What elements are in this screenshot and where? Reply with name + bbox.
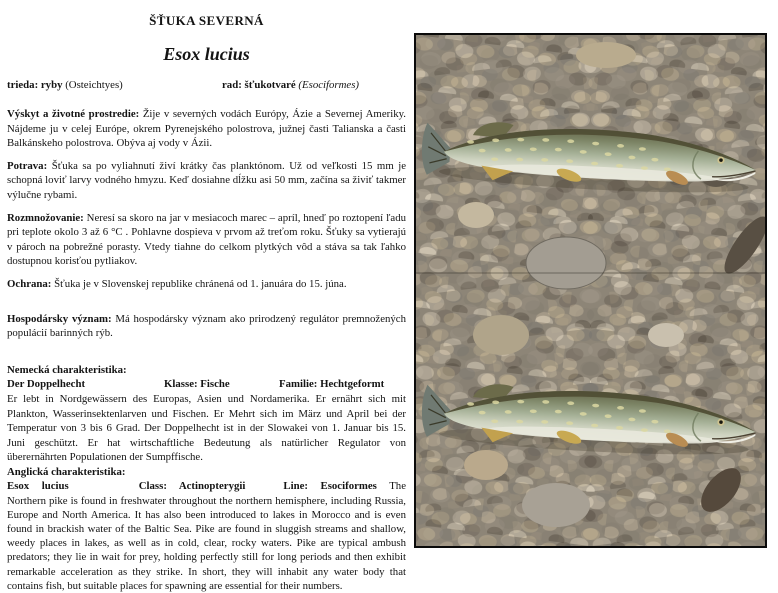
german-name: Der Doppelhecht — [7, 378, 86, 391]
class-value: ryby — [40, 79, 63, 91]
column-gap — [245, 488, 283, 489]
taxonomy-class — [7, 79, 123, 91]
taxonomy-order — [222, 78, 359, 93]
english-section-heading: Anglická charakteristika: — [7, 465, 126, 478]
english-text: The Northern pike is found in freshwater throughout the northern hemisphere, including Russia, Europe and North America. It has also been introduced to lakes in Morocco and is even found in brackish water of the Baltic Sea. Pike are found in sluggish streams and shallow, weedy places in lakes, as well as in cold, clear, rocky waters. Pike are typical ambush predators; they lie in wait for prey, holding perfectly still for long periods and then exhibit remarkable acceleration as they strike. In short, they will inhabit any water body that contains fish, but suitable places for spawning are essential for their numbers. — [7, 480, 406, 592]
pike-photo — [414, 33, 767, 548]
diet-label: Potrava: — [7, 159, 48, 172]
text-column — [7, 0, 406, 593]
german-klasse: Klasse: Fische — [164, 378, 230, 391]
order-label: rad: — [222, 79, 242, 91]
english-class: Class: Actinopterygii — [138, 480, 246, 493]
habitat-text: Žije v severných vodách Európy, Ázie a Severnej Ameriky. Nájdeme ju v celej Európe, okrem Pyrenejského polostrova, južnej časti Talianska a časti Balkánskeho polostrova. Obýva aj vody v Ázii. — [7, 108, 406, 150]
reproduction-paragraph — [7, 211, 406, 269]
english-paragraph — [7, 479, 406, 593]
german-familie: Familie: Hechtgeformt — [279, 378, 385, 391]
protection-label: Ochrana: — [7, 277, 52, 290]
column-gap — [69, 488, 139, 489]
german-header-row — [7, 377, 406, 392]
diet-paragraph — [7, 159, 406, 203]
diet-text: Šťuka sa po vyliahnutí živí krátky čas planktónom. Už od veľkosti 15 mm je schopná loviť larvy vodného hmyzu. Keď dosiahne dĺžku asi 50 mm, začína sa živiť takmer výlučne rybami. — [7, 159, 407, 201]
economic-label: Hospodársky význam: — [7, 312, 112, 325]
protection-paragraph — [7, 277, 406, 292]
latin-name: Esox lucius — [163, 44, 250, 64]
habitat-paragraph — [7, 107, 406, 151]
german-text: Er lebt in Nordgewässern des Europas, Asien und Nordamerika. Er ernährt sich mit Plankton, Wasserinsektenlarven und Fischen. Er Mehrt sich im März und April bei der Temperatur von 3 bis 6 Grad. Der Doppelhecht ist in der Slowakei von 1. Januar bis 15. Juni geschützt. Er hat wirtschaftliche Bedeutung als natürlicher Regulator von überernährten Populationen der Sumpffische. — [7, 392, 406, 464]
habitat-label: Výskyt a životné prostredie: — [7, 108, 140, 120]
order-value: šťukotvaré — [244, 79, 296, 91]
protection-text: Šťuka je v Slovenskej republike chránená od 1. januára do 15. júna. — [54, 277, 347, 290]
pike-photo-graphic — [416, 35, 765, 546]
order-latin: (Esociformes) — [298, 79, 359, 91]
reproduction-text: Neresí sa skoro na jar v mesiacoch marec – apríl, hneď po roztopení ľadu pri teplote okolo 3 až 6 °C . Pohlavne dospieva v prvom až treťom roku. Šťuky sa vytierajú v pároch na pobrežné porasty. Vtedy tiahne do celkom plytkých vôd a stáva sa tak ľahko dostupnou korisťou pytliakov. — [7, 211, 406, 268]
reproduction-label: Rozmnožovanie: — [7, 211, 84, 224]
english-name: Esox lucius — [7, 480, 69, 493]
taxonomy-row — [7, 78, 406, 93]
page-title: ŠŤUKA SEVERNÁ — [149, 13, 264, 28]
class-label: trieda: — [7, 79, 39, 91]
class-latin: (Osteichtyes) — [65, 79, 123, 91]
english-line: Line: Esociformes — [283, 480, 377, 493]
economic-text: Má hospodársky význam ako prirodzený regulátor premnožených populácií barinných rýb. — [7, 312, 407, 340]
german-section-heading: Nemecká charakteristika: — [7, 363, 127, 376]
economic-paragraph — [7, 312, 406, 341]
